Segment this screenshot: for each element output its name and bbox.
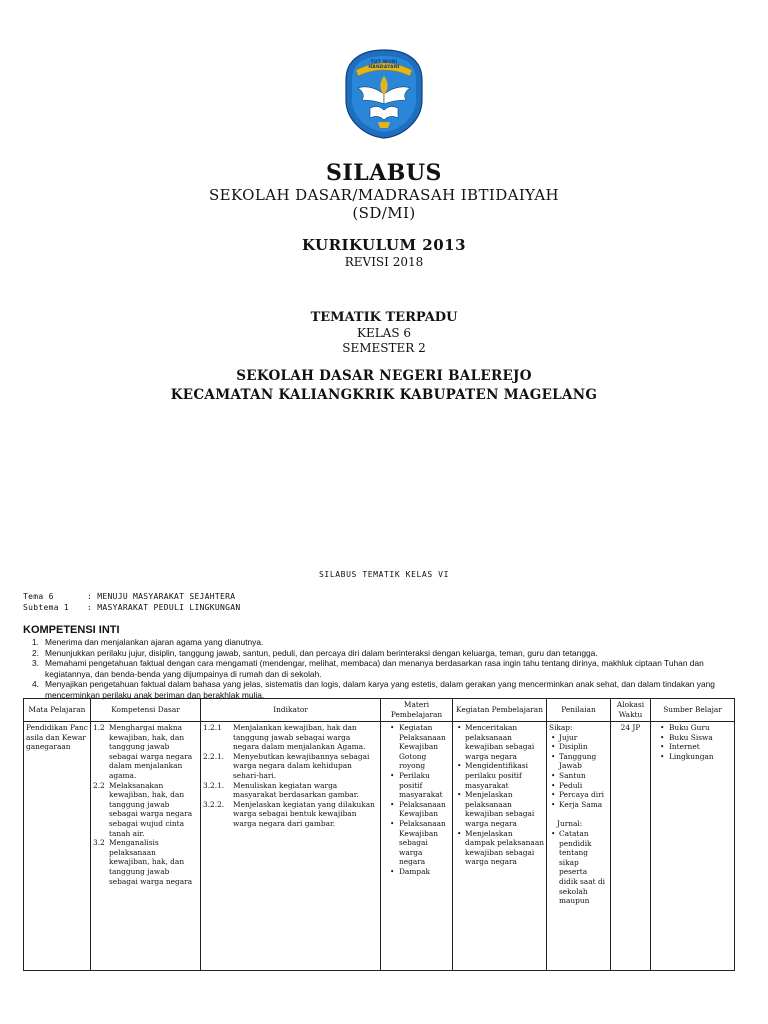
materi-item: • Perilaku positif masyarakat <box>387 771 450 800</box>
sikap-item: • Percaya diri <box>549 790 608 800</box>
header-indikator: Indikator <box>201 699 381 722</box>
header-kegiatan: Kegiatan Pembelajaran <box>453 699 547 722</box>
class-label: KELAS 6 <box>356 326 412 340</box>
school-location: KECAMATAN KALIANGKRIK KABUPATEN MAGELANG <box>170 387 598 403</box>
curriculum-title: KURIKULUM 2013 <box>301 236 467 254</box>
tema-label: Tema 6 <box>23 592 54 601</box>
materi-item: • Pelaksanaan Kewajiban sebagai warga negara <box>387 819 450 867</box>
sumber-item: • Internet <box>657 742 732 752</box>
sikap-item: • Jujur <box>549 733 608 743</box>
materi-item: • Pelaksanaan Kewajiban <box>387 800 450 819</box>
cell-materi <box>381 722 453 971</box>
kd-number: 2.2 <box>93 780 105 790</box>
indikator-number: 1.2.1 <box>203 723 222 732</box>
ki-number: 4. <box>32 679 39 690</box>
kegiatan-item: • Mengidentifikasi perilaku positif masyarakat <box>455 761 544 790</box>
indikator-text: Menjelaskan kegiatan yang dilakukan warga sebagai bentuk kewajiban warga negara dari gambar. <box>233 799 375 828</box>
header-kompetensi-dasar: Kompetensi Dasar <box>91 699 201 722</box>
indikator-item <box>203 800 378 829</box>
indikator-item <box>203 723 378 752</box>
kegiatan-item: • Menjelaskan dampak pelaksanaan kewajiban sebagai warga negara <box>455 829 544 867</box>
school-name: SEKOLAH DASAR NEGERI BALEREJO <box>236 368 532 384</box>
indikator-text: Menjalankan kewajiban, hak dan tanggung jawab sebagai warga negara dalam menjalankan Agama. <box>233 723 366 752</box>
cell-penilaian <box>547 722 611 971</box>
ki-text: Menerima dan menjalankan ajaran agama yang dianutnya. <box>45 637 264 647</box>
ki-text: Menunjukkan perilaku jujur, disiplin, tanggung jawab, santun, peduli, dan percaya diri dalam berinteraksi dengan keluarga, teman, guru dan tetangga. <box>45 647 598 658</box>
ki-number: 3. <box>32 658 39 669</box>
ki-item <box>23 648 753 659</box>
cell-sumber <box>651 722 735 971</box>
tema-row <box>23 592 235 601</box>
kd-text: Menghargai makna kewajiban, hak, dan tanggung jawab sebagai warga negara dalam menjalankan agama. <box>109 723 193 780</box>
kd-item <box>93 838 198 886</box>
cell-kegiatan <box>453 722 547 971</box>
kompetensi-inti-list <box>23 637 753 701</box>
jurnal-label: Jurnal: <box>557 819 583 829</box>
sikap-label: Sikap: <box>549 723 573 732</box>
header-penilaian: Penilaian <box>547 699 611 722</box>
sikap-item: • Tanggung Jawab <box>549 752 608 771</box>
kegiatan-item: • Menjelaskan pelaksanaan kewajiban sebagai warga negara <box>455 790 544 828</box>
sumber-item: • Buku Siswa <box>657 733 732 743</box>
kd-number: 1.2 <box>93 723 105 732</box>
header-alokasi: Alokasi Waktu <box>611 699 651 722</box>
ki-number: 1. <box>32 637 39 647</box>
subtema-value: : MASYARAKAT PEDULI LINGKUNGAN <box>87 603 241 612</box>
kd-number: 3.2 <box>93 838 105 848</box>
indikator-text: Menuliskan kegiatan warga masyarakat berdasarkan gambar. <box>233 780 359 800</box>
sikap-item: • Disiplin <box>549 742 608 752</box>
indikator-number: 3.2.2. <box>203 799 225 809</box>
syllabus-heading: SILABUS TEMATIK KELAS VI <box>319 570 449 579</box>
indikator-text: Menyebutkan kewajibannya sebagai warga negara dalam kehidupan sehari-hari. <box>233 751 370 780</box>
kd-text: Menganalisis pelaksanaan kewajiban, hak, dan tanggung jawab sebagai warga negara <box>109 838 193 886</box>
kegiatan-item: • Menceritakan pelaksanaan kewajiban sebagai warga negara <box>455 723 544 761</box>
subtema-label: Subtema 1 <box>23 603 70 612</box>
logo-ribbon-text: TUT WURI HANDAYANI <box>368 60 400 70</box>
ki-item <box>23 637 753 648</box>
materi-item: • Kegiatan Pelaksanaan Kewajiban Gotong royong <box>387 723 450 771</box>
jurnal-item: • Catatan pendidik tentang sikap peserta didik saat di sekolah maupun <box>549 829 608 906</box>
table-header-row <box>24 699 735 722</box>
sikap-item: • Santun <box>549 771 608 781</box>
ki-text: Memahami pengetahuan faktual dengan cara mengamati (mendengar, melihat, membaca) dan menanya berdasarkan rasa ingin tahu tentang dirinya, makhluk ciptaan Tuhan dan kegiatannya, dan benda-benda yang dijumpainya di rumah dan di sekolah. <box>45 658 704 679</box>
indikator-item <box>203 752 378 781</box>
theme-heading: TEMATIK TERPADU <box>310 310 458 325</box>
cell-alokasi: 24 JP <box>611 722 651 971</box>
ki-number: 2. <box>32 647 39 658</box>
indikator-number: 2.2.1. <box>203 751 225 761</box>
subtema-row <box>23 603 241 612</box>
syllabus-table <box>23 698 735 971</box>
header-sumber: Sumber Belajar <box>651 699 735 722</box>
tema-value: : MENUJU MASYARAKAT SEJAHTERA <box>87 592 236 601</box>
school-type-line2: (SD/MI) <box>352 204 416 222</box>
sumber-item: • Lingkungan <box>657 752 732 762</box>
document-title: SILABUS <box>326 160 442 186</box>
sumber-item: • Buku Guru <box>657 723 732 733</box>
sikap-item: • Peduli <box>549 781 608 791</box>
cell-indikator <box>201 722 381 971</box>
indikator-item <box>203 781 378 800</box>
semester-label: SEMESTER 2 <box>342 341 426 355</box>
sikap-item: • Kerja Sama <box>549 800 608 810</box>
ki-item <box>23 658 753 679</box>
cell-mapel: Pendidikan Pancasila dan Kewarganegaraan <box>24 722 91 971</box>
kd-item <box>93 723 198 781</box>
table-row <box>24 722 735 971</box>
kd-text: Melaksanakan kewajiban, hak, dan tanggung jawab sebagai warga negara sebagai wujud cinta tanah air. <box>109 780 193 838</box>
indikator-number: 3.2.1. <box>203 780 225 790</box>
ki-text: Menyajikan pengetahuan faktual dalam bahasa yang jelas, sistematis dan logis, dalam karya yang estetis, dalam gerakan yang mencerminkan anak sehat, dan dalam tindakan yang mencerminkan perilaku anak beriman dan berakhlak mulia. <box>45 679 715 700</box>
header-materi: Materi Pembelajaran <box>381 699 453 722</box>
revision-label: REVISI 2018 <box>344 255 424 269</box>
header-mapel: Mata Pelajaran <box>24 699 91 722</box>
kd-item <box>93 781 198 839</box>
cell-kompetensi-dasar <box>91 722 201 971</box>
school-type-line1: SEKOLAH DASAR/MADRASAH IBTIDAIYAH <box>208 186 560 204</box>
kompetensi-inti-title: KOMPETENSI INTI <box>23 624 120 636</box>
materi-item: • Dampak <box>387 867 450 877</box>
